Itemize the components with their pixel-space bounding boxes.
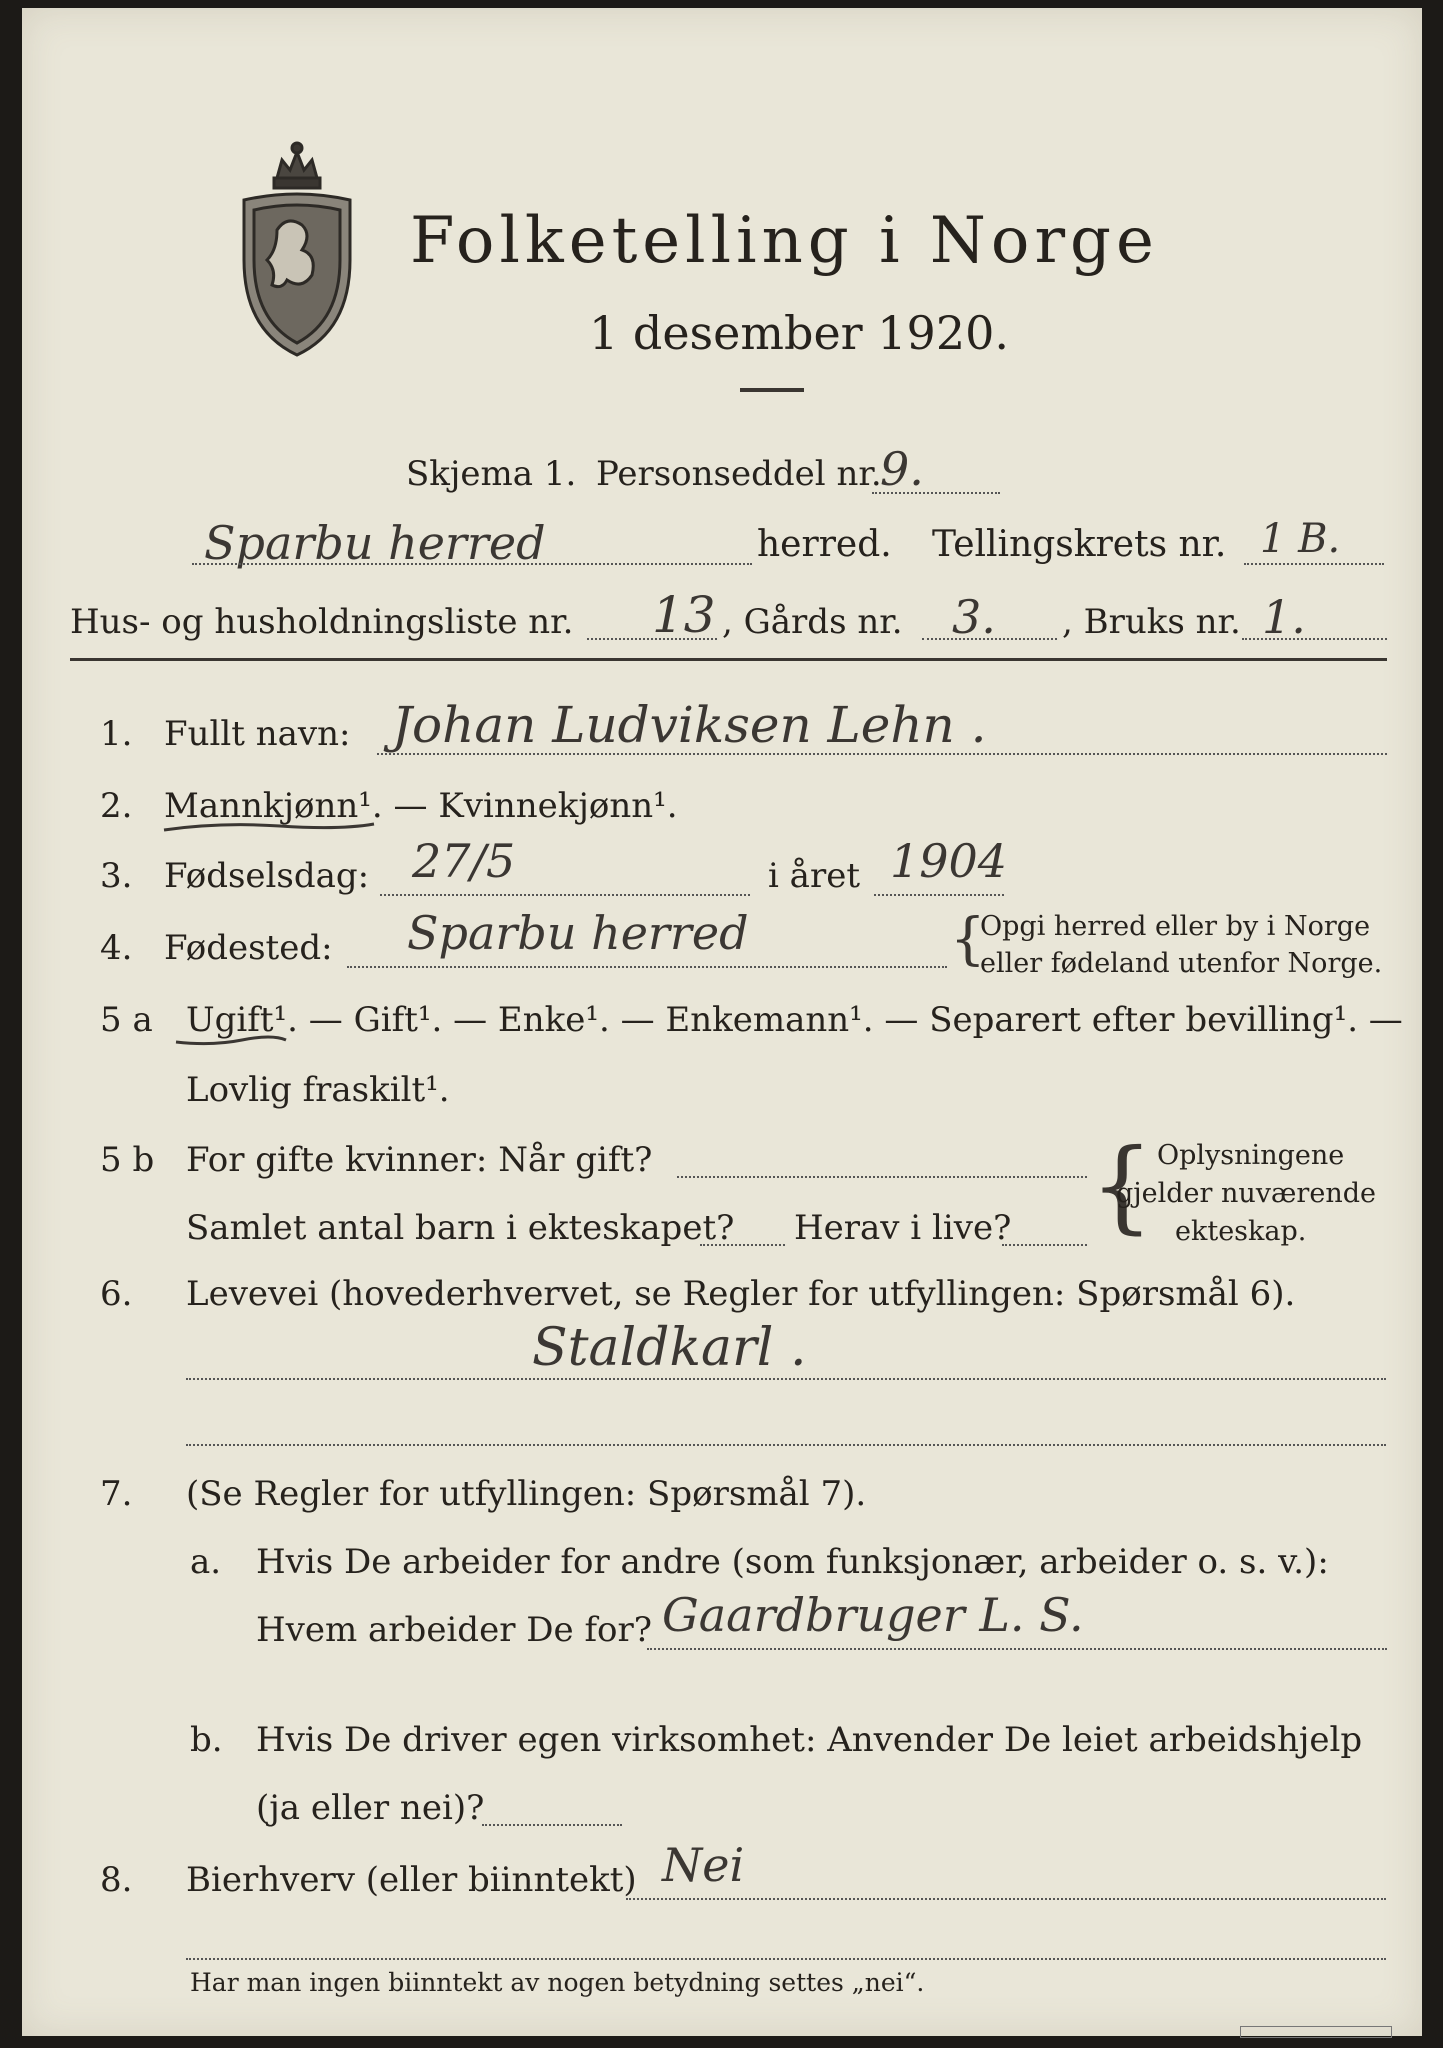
q7b-line1: Hvis De driver egen virksomhet: Anvender De leiet arbeidshjelp [256,1720,1363,1760]
birthplace-value[interactable]: Sparbu herred [407,906,749,960]
mannkjonn-underline-mark [160,816,380,838]
q5b-note-brace: { [1090,1127,1154,1244]
occupation-line-2 [186,1444,1386,1446]
full-name-line [377,753,1387,755]
q5b-number: 5 b [100,1140,155,1180]
q4-note-line1: Opgi herred eller by i Norge [980,911,1371,942]
q6-label: Levevei (hovederhvervet, se Regler for utfyllingen: Spørsmål 6). [186,1274,1296,1314]
q5b-note-line2: gjelder nuværende [1116,1178,1376,1209]
q5b-alive-label: Herav i live? [794,1208,1012,1248]
gards-label: , Gårds nr. [722,602,903,642]
marital-status-options-cont: Lovlig fraskilt¹. [186,1070,450,1110]
birth-year-value[interactable]: 1904 [890,834,1008,888]
q4-label: Fødested: [164,928,333,968]
q7-number: 7. [100,1474,133,1514]
q8-number: 8. [100,1860,133,1900]
secondary-income-line-2 [186,1958,1386,1960]
hired-help-line [482,1824,622,1826]
children-count-line [700,1244,785,1246]
bruks-value[interactable]: 1. [1262,590,1306,644]
q4-number: 4. [100,928,133,968]
employer-line [647,1648,1387,1650]
norway-coat-of-arms-icon [232,140,362,360]
hus-line [587,638,717,640]
q2-number: 2. [100,786,133,826]
q6-number: 6. [100,1274,133,1314]
birthplace-line [347,966,947,968]
printer-mark [1240,2026,1392,2038]
q7a-employer-label: Hvem arbeider De for? [256,1610,652,1650]
q4-note-line2: eller fødeland utenfor Norge. [980,948,1383,979]
census-form-sheet [22,8,1422,2036]
bruks-line [1242,638,1387,640]
herred-line [192,563,752,565]
children-alive-line [1002,1244,1087,1246]
footer-note: Har man ingen biinntekt av nogen betydning settes „nei“. [190,1968,925,1997]
q7a-line1: Hvis De arbeider for andre (som funksjonær, arbeider o. s. v.): [256,1542,1329,1582]
personseddel-label: Personseddel nr. [596,454,882,494]
form-title: Folketelling i Norge [410,204,1159,278]
q7b-number: b. [190,1720,223,1760]
q5b-note-line3: ekteskap. [1175,1216,1307,1247]
q7a-number: a. [190,1542,222,1582]
q1-label: Fullt navn: [164,714,351,754]
q8-label: Bierhverv (eller biinntekt) [186,1860,637,1900]
married-when-line [677,1176,1087,1178]
q4-note-brace: { [950,907,986,972]
gender-options: Mannkjønn¹. — Kvinnekjønn¹. [164,786,678,826]
employer-value[interactable]: Gaardbruger L. S. [662,1588,1084,1642]
birth-date-line [380,894,750,896]
personseddel-value[interactable]: 9. [880,442,924,496]
secondary-income-value[interactable]: Nei [662,1838,745,1892]
tellingskrets-line [1244,563,1384,565]
q5b-line1: For gifte kvinner: Når gift? [186,1140,653,1180]
q5b-children-label: Samlet antal barn i ekteskapet? [186,1208,735,1248]
secondary-income-line [626,1898,1386,1900]
header-divider [70,658,1387,661]
ugift-underline-mark [172,1030,292,1052]
occupation-value[interactable]: Staldkarl . [532,1318,807,1378]
tellingskrets-label: Tellingskrets nr. [932,524,1227,565]
herred-value[interactable]: Sparbu herred [204,516,546,570]
q5a-number: 5 a [100,1000,153,1040]
occupation-line-1 [186,1378,1386,1380]
gards-value[interactable]: 3. [952,590,996,644]
full-name-value[interactable]: Johan Ludviksen Lehn . [392,696,987,754]
tellingskrets-value[interactable]: 1 B. [1260,516,1341,562]
hus-value[interactable]: 13 [652,586,716,644]
marital-status-options: Ugift¹. — Gift¹. — Enke¹. — Enkemann¹. — Separert efter bevilling¹. — [186,1000,1403,1040]
hus-label: Hus- og husholdningsliste nr. [70,602,574,642]
q3-number: 3. [100,856,133,896]
herred-label: herred. [757,524,892,565]
census-date: 1 desember 1920. [589,306,1009,360]
title-divider [740,388,804,392]
birth-date-value[interactable]: 27/5 [412,834,516,888]
q7b-line2: (ja eller nei)? [256,1788,485,1828]
year-label: i året [768,856,860,896]
q7-label: (Se Regler for utfyllingen: Spørsmål 7). [186,1474,867,1514]
skjema-label: Skjema 1. [406,454,577,494]
q5b-note-line1: Oplysningene [1157,1140,1345,1171]
personseddel-line [872,492,1000,494]
q1-number: 1. [100,714,133,754]
q3-label: Fødselsdag: [164,856,370,896]
birth-year-line [874,894,1004,896]
bruks-label: , Bruks nr. [1062,602,1241,642]
gards-line [922,638,1057,640]
